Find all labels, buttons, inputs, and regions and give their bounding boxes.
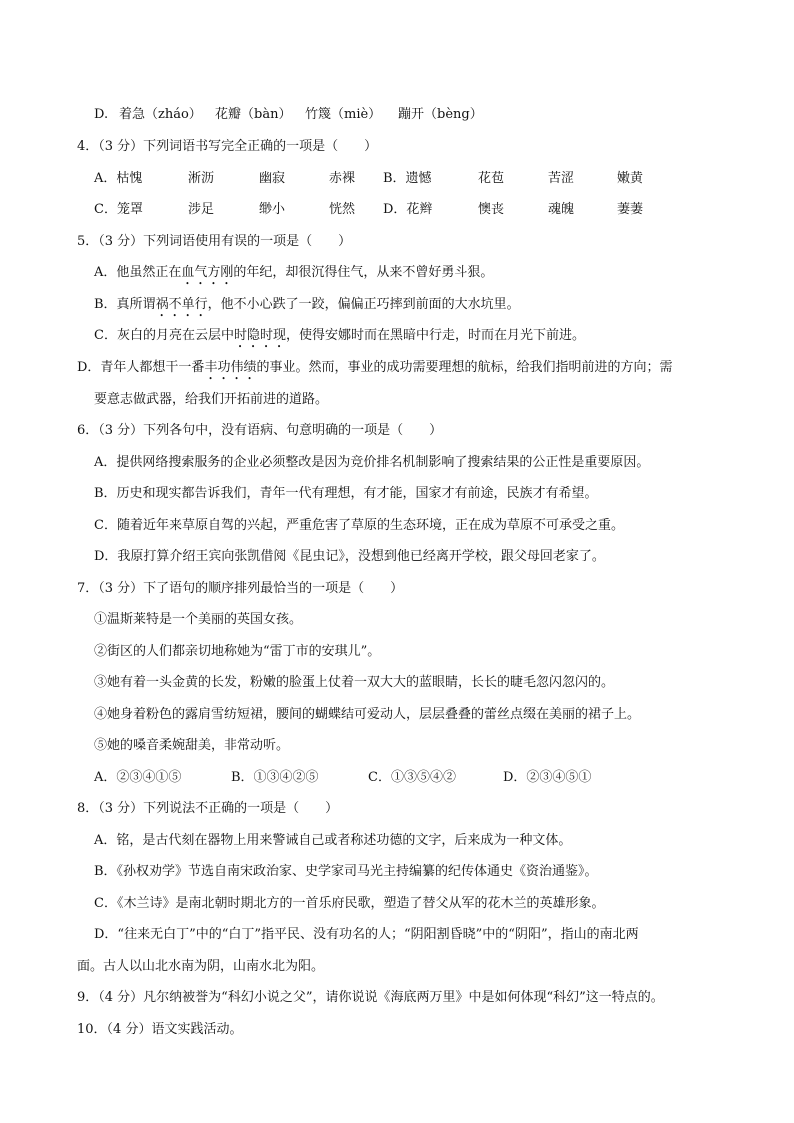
q10-text: 10．（4 分）语文实践活动。 [77,1022,243,1037]
q4-r2-c7: 魂魄 [548,202,575,217]
q7-sentence-5: ⑤她的嗓音柔婉甜美，非常动听。 [94,738,290,753]
q8-option-c: C．《木兰诗》是南北朝时期北方的一首乐府民歌，塑造了替父从军的花木兰的英雄形象。 [94,896,605,911]
q4-r1-c8: 嫩黄 [617,171,644,186]
q3-option-d [94,106,108,124]
q7-option-c: C．①③⑤④② [368,770,456,785]
q5-b-emphasis: 祸不单行 [155,297,208,312]
q4-r1-c6: 花苞 [478,171,505,186]
q4-r1-c3: 幽寂 [259,171,286,186]
q7-stem: 7．（3 分）下了语句的顺序排列最恰当的一项是（ ） [77,581,404,596]
q5-option-d [77,359,672,383]
q7-sentence-4: ④她身着粉色的露肩雪纺短裙，腰间的蝴蝶结可爱动人，层层叠叠的蕾丝点缀在美丽的裙子上。 [94,707,641,722]
q5-b-pre: B．真所谓 [94,297,156,312]
q7-option-a: A．②③④①⑤ [94,770,182,785]
q8-option-b: B．《孙权劝学》节选自南宋政治家、史学家司马光主持编纂的纪传体通史《资治通鉴》。 [94,864,598,879]
q8-stem: 8．（3 分）下列说法不正确的一项是（ ） [77,801,339,816]
q3-d-word-4: 蹦开（bèng） [398,107,483,122]
q4-r1-c5: B．遗憾 [383,171,432,186]
q4-r2-c5: D．花辫 [383,202,433,217]
q7-sentence-1: ①温斯莱特是一个美丽的英国女孩。 [94,612,303,627]
q5-option-c [94,327,585,351]
q4-r2-c2: 涉足 [188,202,215,217]
q5-a-post: 的年纪，却很沉得住气，从来不曾好勇斗狠。 [233,265,494,280]
q4-r2-c3: 缈小 [259,202,286,217]
q6-option-d: D．我原打算介绍王宾向张凯借阅《昆虫记》，没想到他已经离开学校，跟父母回老家了。 [94,549,605,564]
q5-option-b [94,296,520,320]
q7-option-b: B．①③④②⑤ [231,770,319,785]
q7-sentence-3: ③她有着一头金黄的长发，粉嫩的脸蛋上仗着一双大大的蓝眼睛，长长的睫毛忽闪忽闪的。 [94,675,615,690]
q6-option-a: A．提供网络搜索服务的企业必须整改是因为竞价排名机制影响了搜索结果的公正性是重要原因。 [94,455,650,470]
q5-b-post: ，他不小心跌了一跤，偏偏正巧摔到前面的大水坑里。 [207,297,520,312]
q4-r1-c1: A．枯愧 [94,171,143,186]
q7-option-d: D．②③④⑤① [503,770,592,785]
q5-a-emphasis: 血气方刚 [181,265,234,280]
q7-sentence-2: ②街区的人们都亲切地称她为“雷丁市的安琪儿”。 [94,644,381,659]
q4-r2-c4: 恍然 [329,202,356,217]
q6-option-b: B．历史和现实都告诉我们，青年一代有理想，有才能，国家才有前途，民族才有希望。 [94,486,598,501]
q8-option-d-cont: 面。古人以山北水南为阴，山南水北为阳。 [77,959,325,974]
q5-a-pre: A．他虽然正在 [94,265,182,280]
q9-text: 9．（4 分）凡尔纳被誉为“科幻小说之父”，请你说说《海底两万里》中是如何体现“科幻”这一特点的。 [77,990,664,1005]
q4-stem: 4．（3 分）下列词语书写完全正确的一项是（ ） [77,139,378,154]
q5-c-post: ，使得安娜时而在黑暗中行走，时而在月光下前进。 [285,328,585,343]
q5-option-a [94,264,493,288]
q3-option-d-label: D. [94,107,109,122]
q3-d-word-2: 花瓣（bàn） [215,107,292,122]
q4-r2-c1: C．笼罩 [94,202,143,217]
q5-c-pre: C．灰白的月亮在云层中 [94,328,234,343]
q4-r2-c8: 萋萋 [617,202,644,217]
q4-r2-c6: 懊丧 [478,202,505,217]
q5-stem: 5．（3 分）下列词语使用有误的一项是（ ） [77,234,352,249]
q5-option-d-cont: 要意志做武器，给我们开拓前进的道路。 [94,392,329,407]
q5-d-emphasis: 丰功伟绩 [204,360,257,375]
q4-r1-c2: 淅沥 [188,171,215,186]
q6-option-c: C．随着近年来草原自驾的兴起，严重危害了草原的生态环境，正在成为草原不可承受之重。 [94,518,624,533]
q8-option-d: D．“往来无白丁”中的“白丁”指平民、没有功名的人；“阴阳割昏晓”中的“阴阳”，指山的南北两 [94,927,639,942]
q3-d-word-1: 着急（zháo） [119,107,202,122]
q5-c-emphasis: 时隐时现 [233,328,286,343]
q3-d-word-3: 竹篾（miè） [305,107,382,122]
q5-d-pre: D．青年人都想干一番 [77,360,205,375]
q4-r1-c7: 苦涩 [548,171,575,186]
q6-stem: 6．（3 分）下列各句中，没有语病、句意明确的一项是（ ） [77,423,443,438]
q4-r1-c4: 赤裸 [329,171,356,186]
q8-option-a: A．铭，是古代刻在器物上用来警诫自己或者称述功德的文字，后来成为一种文体。 [94,833,572,848]
q5-d-post: 的事业。然而，事业的成功需要理想的航标，给我们指明前进的方向；需 [256,360,673,375]
